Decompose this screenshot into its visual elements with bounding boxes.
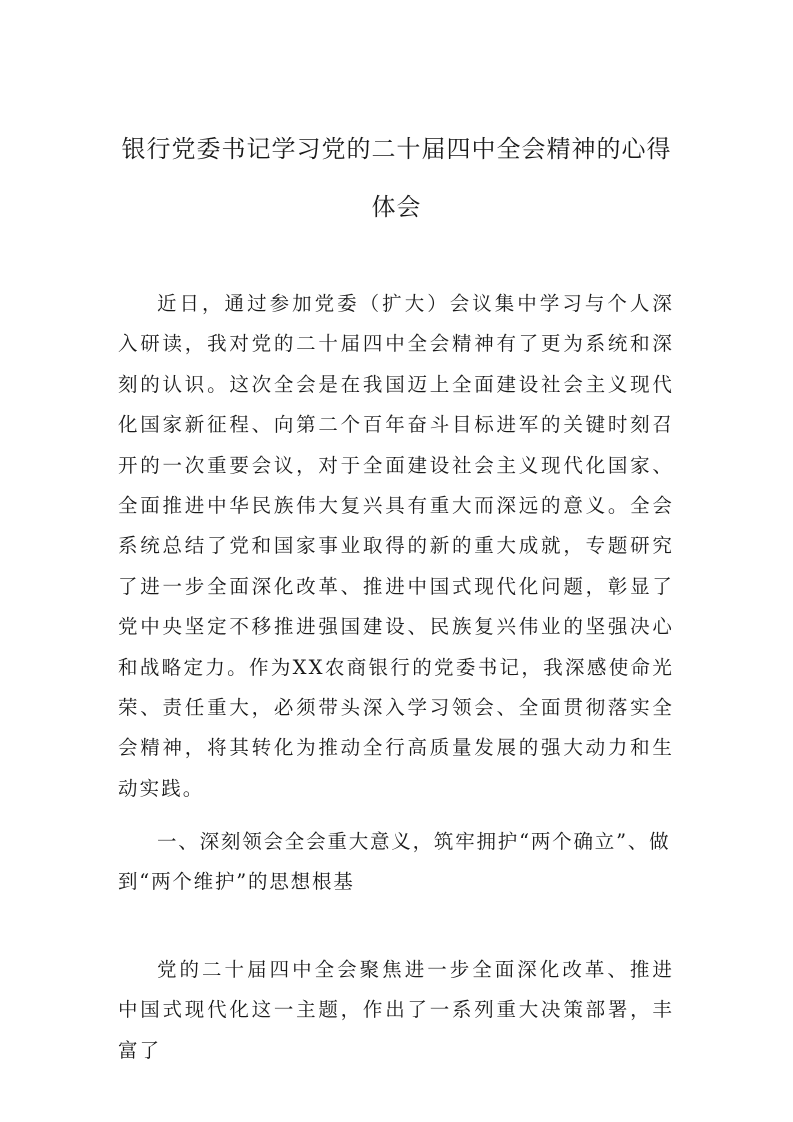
title-line-1: 银行党委书记学习党的二十届四中全会精神的心得	[121, 135, 672, 163]
section-1-paragraph: 党的二十届四中全会聚焦进一步全面深化改革、推进中国式现代化这一主题，作出了一系列重大决策部署，丰富了	[118, 958, 674, 1062]
document-title	[110, 120, 683, 236]
title-line-2: 体会	[371, 193, 422, 221]
section-heading-1: 一、深刻领会全会重大意义，筑牢拥护“两个确立”、做到“两个维护”的思想根基	[118, 830, 671, 894]
intro-paragraph: 近日，通过参加党委（扩大）会议集中学习与个人深入研读，我对党的二十届四中全会精神有了更为系统和深刻的认识。这次全会是在我国迈上全面建设社会主义现代化国家新征程、向第二个百年奋斗目标进军的关键时刻召开的一次重要会议，对于全面建设社会主义现代化国家、全面推进中华民族伟大复兴具有重大而深远的意义。全会系统总结了党和国家事业取得的新的重大成就，专题研究了进一步全面深化改革、推进中国式现代化问题，彰显了党中央坚定不移推进强国建设、民族复兴伟业的坚强决心和战略定力。作为XX农商银行的党委书记，我深感使命光荣、责任重大，必须带头深入学习领会、全面贯彻落实全会精神，将其转化为推动全行高质量发展的强大动力和生动实践。	[118, 292, 674, 800]
